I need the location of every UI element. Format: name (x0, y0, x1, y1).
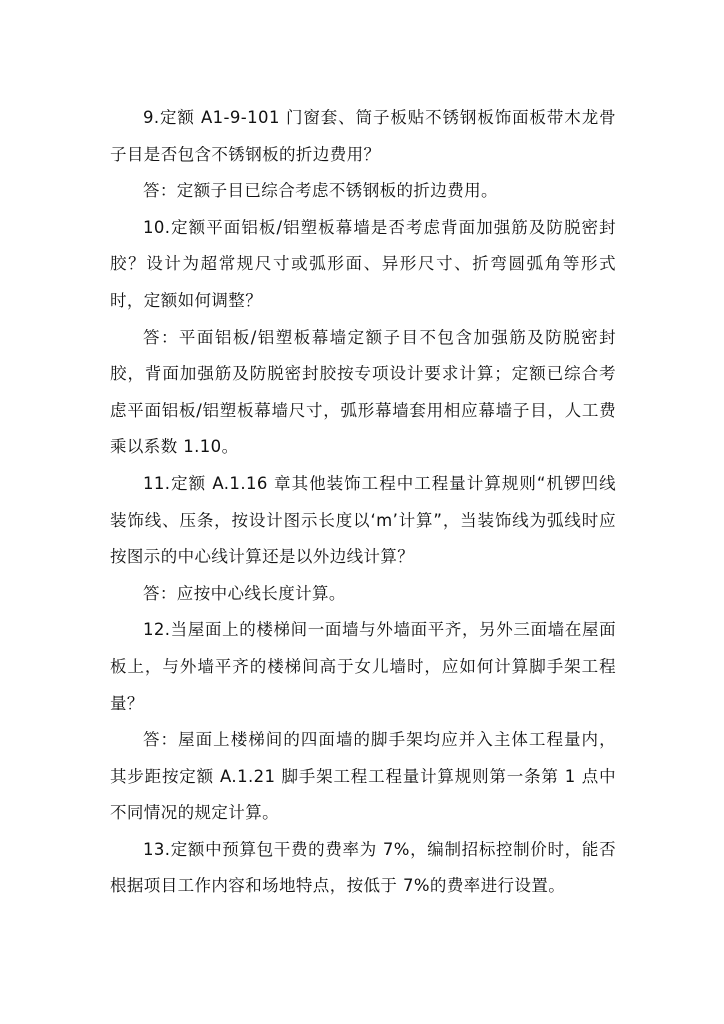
question-13: 13.定额中预算包干费的费率为 7%，编制招标控制价时，能否根据项目工作内容和场地特点，按低于 7%的费率进行设置。 (110, 839, 616, 896)
question-10: 10.定额平面铝板/铝塑板幕墙是否考虑背面加强筋及防脱密封胶？设计为超常规尺寸或弧形面、异形尺寸、折弯圆弧角等形式时，定额如何调整？ (110, 217, 616, 310)
answer-11: 答：应按中心线长度计算。 (143, 583, 346, 603)
document-body (110, 100, 616, 905)
question-11: 11.定额 A.1.16 章其他装饰工程中工程量计算规则“机锣凹线装饰线、压条，按设计图示长度以‘m’计算”，当装饰线为弧线时应按图示的中心线计算还是以外边线计算？ (110, 473, 616, 567)
answer-10: 答：平面铝板/铝塑板幕墙定额子目不包含加强筋及防脱密封胶，背面加强筋及防脱密封胶按专项设计要求计算；定额已综合考虑平面铝板/铝塑板幕墙尺寸，弧形幕墙套用相应幕墙子目，人工费乘以系数 1.10。 (110, 327, 616, 457)
question-9: 9.定额 A1-9-101 门窗套、筒子板贴不锈钢板饰面板带木龙骨子目是否包含不锈钢板的折边费用？ (110, 108, 616, 164)
answer-12: 答：屋面上楼梯间的四面墙的脚手架均应并入主体工程量内，其步距按定额 A.1.21 脚手架工程工程量计算规则第一条第 1 点中不同情况的规定计算。 (110, 730, 616, 823)
question-12: 12.当屋面上的楼梯间一面墙与外墙面平齐，另外三面墙在屋面板上，与外墙平齐的楼梯间高于女儿墙时，应如何计算脚手架工程量？ (110, 620, 616, 713)
answer-9: 答：定额子目已综合考虑不锈钢板的折边费用。 (143, 181, 498, 201)
